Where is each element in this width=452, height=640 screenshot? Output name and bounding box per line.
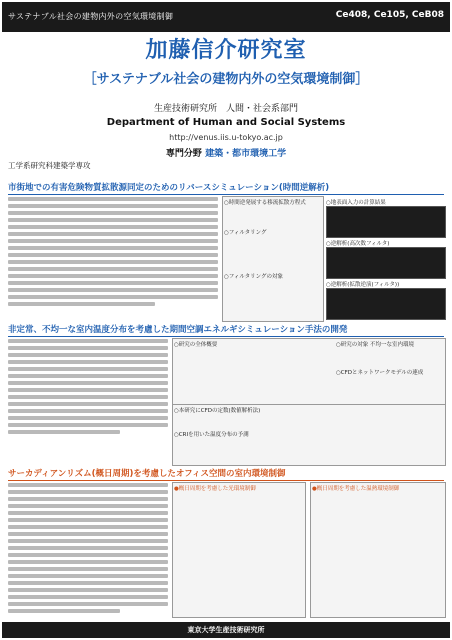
course-name: 工学系研究科建築学専攻	[8, 161, 91, 170]
footer-institute: 東京大学生産技術研究所	[187, 626, 265, 634]
section-2-body	[8, 339, 168, 435]
section-2-title: 非定常、不均一な室内温度分布を考慮した期間空調エネルギシミュレーション手法の開発	[8, 323, 444, 337]
section-1-figure-label: ○時間逆発展する移流拡散方程式	[224, 200, 306, 206]
room-numbers: Ce408, Ce105, CeB08	[335, 10, 444, 20]
section-1-figure-label: ○フィルタリングの対象	[224, 274, 284, 280]
major-field-name: 建築・都市環境工学	[205, 149, 287, 159]
section-1-equations-figure	[222, 196, 324, 322]
major-field	[0, 146, 452, 159]
lab-subtitle: ［サステナブル社会の建物内外の空気環境制御］	[83, 72, 369, 87]
section-2-figure-label: ○研究の対象 不均一な室内環境	[336, 342, 415, 348]
section-1-figure-label: ○地表面入力の計算結果	[326, 200, 386, 206]
major-prefix: 専門分野	[165, 149, 202, 159]
section-2-figure-label: ○本研究にCFDの定数(数値解析法)	[174, 408, 261, 414]
institute-name: 生産技術研究所 人間・社会系部門	[153, 104, 298, 114]
lab-title: 加藤信介研究室	[145, 38, 307, 63]
department-name: Department of Human and Social Systems	[106, 117, 346, 128]
section-2-figure-label: ○CFDとネットワークモデルの連成	[336, 370, 424, 376]
section-3-light-figure	[172, 482, 306, 618]
section-3-thermal-figure	[310, 482, 446, 618]
footer-bar	[2, 622, 450, 638]
section-1-figure-label: ○逆解析(高次数フィルタ)	[326, 241, 390, 247]
section-3-figure-label: ●概日周期を考慮した光環境制御	[174, 486, 256, 492]
section-1-title: 市街地での有害危険物質拡散源同定のためのリバースシミュレーション(時間逆解析)	[8, 181, 444, 195]
section-1-result-image	[326, 247, 446, 279]
section-1-figure-label: ○フィルタリング	[224, 230, 267, 236]
section-1-body	[8, 197, 218, 317]
section-1-result-image	[326, 206, 446, 238]
section-1-figure-label: ○逆解析(拡散逆演(フィルタ))	[326, 282, 400, 288]
section-1-result-image	[326, 288, 446, 320]
section-3-title: サーカディアンリズム(概日周期)を考慮したオフィス空間の室内環境制御	[8, 467, 444, 481]
header-bar	[2, 2, 450, 32]
lab-url[interactable]: http://venus.iis.u-tokyo.ac.jp	[169, 133, 283, 142]
lab-theme-label: サステナブル社会の建物内外の空気環境制御	[8, 12, 174, 21]
section-3-figure-label: ●概日周期を考慮した温熱環境制御	[312, 486, 400, 492]
section-2-figure-label: ○研究の全体概要	[174, 342, 218, 348]
section-2-figure-label: ○CRIを用いた温度分布の予測	[174, 432, 249, 438]
section-3-body	[8, 483, 168, 619]
